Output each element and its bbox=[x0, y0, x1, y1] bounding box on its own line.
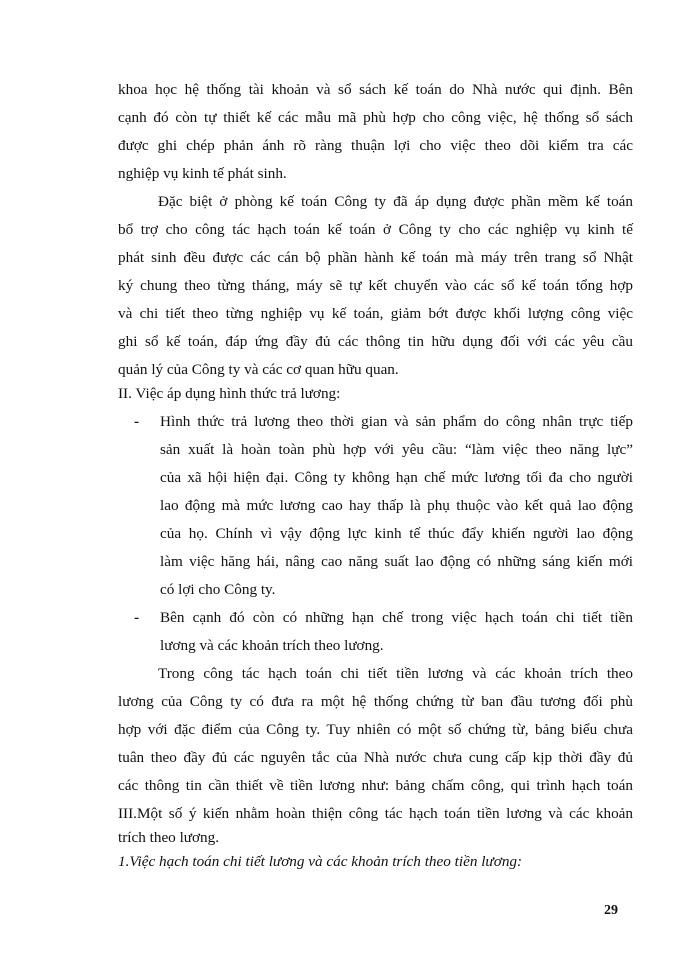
text-line: lương và các khoản trích theo lương. bbox=[160, 637, 384, 654]
text-line: Đặc biệt ở phòng kế toán Công ty đã áp dụng được phần mềm kế toán bbox=[158, 193, 633, 210]
bullet-marker: - bbox=[134, 609, 140, 626]
text-line: phát sinh đều được các cán bộ phần hành kế toán mà máy trên trang sổ Nhật bbox=[118, 249, 633, 266]
text-line: Hình thức trả lương theo thời gian và sản phẩm do công nhân trực tiếp bbox=[160, 413, 633, 430]
text-line: Bên cạnh đó còn có những hạn chế trong việc hạch toán chi tiết tiền bbox=[160, 609, 633, 626]
text-line: lương của Công ty có đưa ra một hệ thống chứng từ ban đầu tương đối phù bbox=[118, 693, 633, 710]
text-line: bổ trợ cho công tác hạch toán kế toán ở Công ty cho các nghiệp vụ kinh tế bbox=[118, 221, 633, 238]
text-line: làm việc hăng hái, nâng cao năng suất lao động có những sáng kiến mới bbox=[160, 553, 633, 570]
text-line: sản xuất là hoàn toàn phù hợp với yêu cầu: “làm việc theo năng lực” bbox=[160, 441, 633, 458]
text-line: lao động mà mức lương cao hay thấp là phụ thuộc vào kết quả lao động bbox=[160, 497, 633, 514]
text-line: tuân theo đầy đủ các nguyên tắc của Nhà nước chưa cung cấp kịp thời đầy đủ bbox=[118, 749, 633, 766]
section-heading: trích theo lương. bbox=[118, 829, 220, 846]
section-heading: III.Một số ý kiến nhằm hoàn thiện công tác hạch toán tiền lương và các khoản bbox=[118, 805, 633, 822]
text-line: có lợi cho Công ty. bbox=[160, 581, 276, 598]
page-number: 29 bbox=[604, 903, 618, 918]
text-line: của xã hội hiện đại. Công ty không hạn chế mức lương tối đa cho người bbox=[160, 469, 633, 486]
text-line: nghiệp vụ kinh tế phát sinh. bbox=[118, 165, 287, 182]
text-line: ghi sổ kế toán, đáp ứng đầy đủ các thông tin hữu dụng đối với các yêu cầu bbox=[118, 333, 633, 350]
text-line: khoa học hệ thống tài khoản và sổ sách kế toán do Nhà nước qui định. Bên bbox=[118, 81, 633, 98]
text-line: cạnh đó còn tự thiết kế các mẫu mã phù hợp cho công việc, hệ thống sổ sách bbox=[118, 109, 633, 126]
section-heading: II. Việc áp dụng hình thức trả lương: bbox=[118, 385, 341, 402]
text-line: của họ. Chính vì vậy động lực kinh tế thúc đẩy khiến người lao động bbox=[160, 525, 633, 542]
text-line: được ghi chép phản ánh rõ ràng thuận lợi cho việc theo dõi kiểm tra các bbox=[118, 137, 633, 154]
text-line: các thông tin cần thiết về tiền lương như: bảng chấm công, qui trình hạch toán bbox=[118, 777, 633, 794]
text-line: và chi tiết theo từng nghiệp vụ kế toán, giảm bớt được khối lượng công việc bbox=[118, 305, 633, 322]
text-line: Trong công tác hạch toán chi tiết tiền lương và các khoản trích theo bbox=[158, 665, 633, 682]
text-line: hợp với đặc điểm của Công ty. Tuy nhiên có một số chứng từ, bảng biểu chưa bbox=[118, 721, 633, 738]
bullet-marker: - bbox=[134, 413, 140, 430]
text-line: ký chung theo từng tháng, máy sẽ tự kết chuyển vào các sổ kế toán tổng hợp bbox=[118, 277, 633, 294]
subsection-heading: 1.Việc hạch toán chi tiết lương và các khoản trích theo tiền lương: bbox=[118, 853, 523, 870]
text-line: quản lý của Công ty và các cơ quan hữu quan. bbox=[118, 361, 399, 378]
